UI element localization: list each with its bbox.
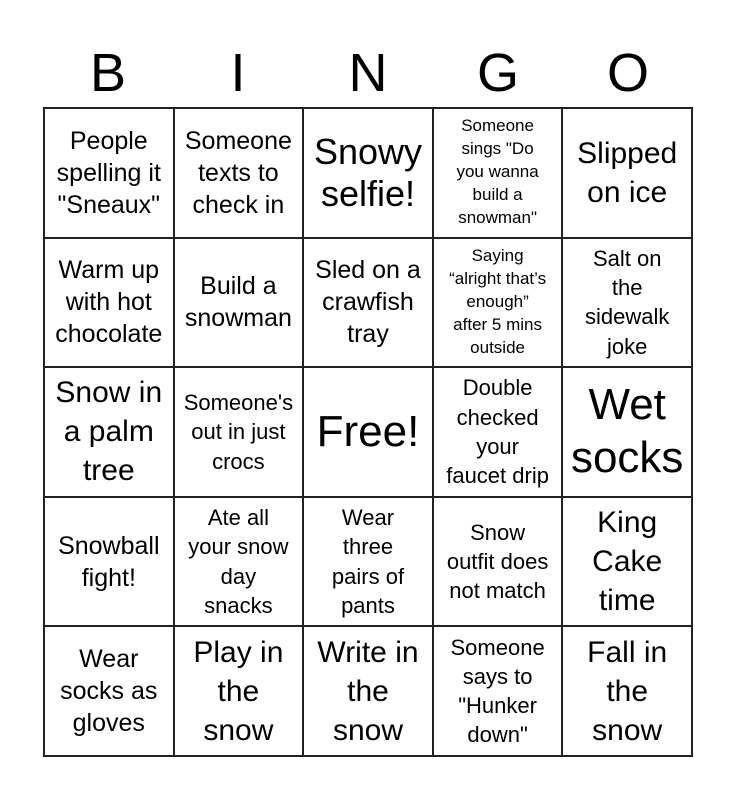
- bingo-cell: Fall in the snow: [563, 627, 693, 757]
- bingo-cell: Saying “alright that’s enough” after 5 mins outside: [434, 239, 564, 369]
- bingo-header: [43, 38, 693, 108]
- bingo-cell: Double checked your faucet drip: [434, 368, 564, 498]
- bingo-cell: Warm up with hot chocolate: [45, 239, 175, 369]
- bingo-cell: Wear three pairs of pants: [304, 498, 434, 628]
- header-letter-n: N: [348, 43, 388, 103]
- bingo-cell: King Cake time: [563, 498, 693, 628]
- bingo-cell: Ate all your snow day snacks: [175, 498, 305, 628]
- header-letter-i: I: [230, 43, 246, 103]
- bingo-cell: People spelling it "Sneaux": [45, 109, 175, 239]
- bingo-cell: Write in the snow: [304, 627, 434, 757]
- bingo-cell: Someone says to "Hunker down": [434, 627, 564, 757]
- bingo-cell: Someone sings "Do you wanna build a snowman": [434, 109, 564, 239]
- bingo-cell: Build a snowman: [175, 239, 305, 369]
- bingo-cell: Snowy selfie!: [304, 109, 434, 239]
- bingo-cell: Sled on a crawfish tray: [304, 239, 434, 369]
- bingo-cell: Wear socks as gloves: [45, 627, 175, 757]
- header-letter-o: O: [606, 43, 649, 103]
- bingo-cell: Someone texts to check in: [175, 109, 305, 239]
- header-letter-b: B: [89, 43, 127, 103]
- bingo-cell: Snowball fight!: [45, 498, 175, 628]
- free-space: Free!: [304, 368, 434, 498]
- header-letter-g: G: [476, 43, 519, 103]
- bingo-cell: Salt on the sidewalk joke: [563, 239, 693, 369]
- bingo-cell: Snow in a palm tree: [45, 368, 175, 498]
- bingo-cell: Play in the snow: [175, 627, 305, 757]
- bingo-cell: Wet socks: [563, 368, 693, 498]
- bingo-board: [43, 107, 693, 757]
- bingo-cell: Snow outfit does not match: [434, 498, 564, 628]
- bingo-cell: Someone's out in just crocs: [175, 368, 305, 498]
- bingo-cell: Slipped on ice: [563, 109, 693, 239]
